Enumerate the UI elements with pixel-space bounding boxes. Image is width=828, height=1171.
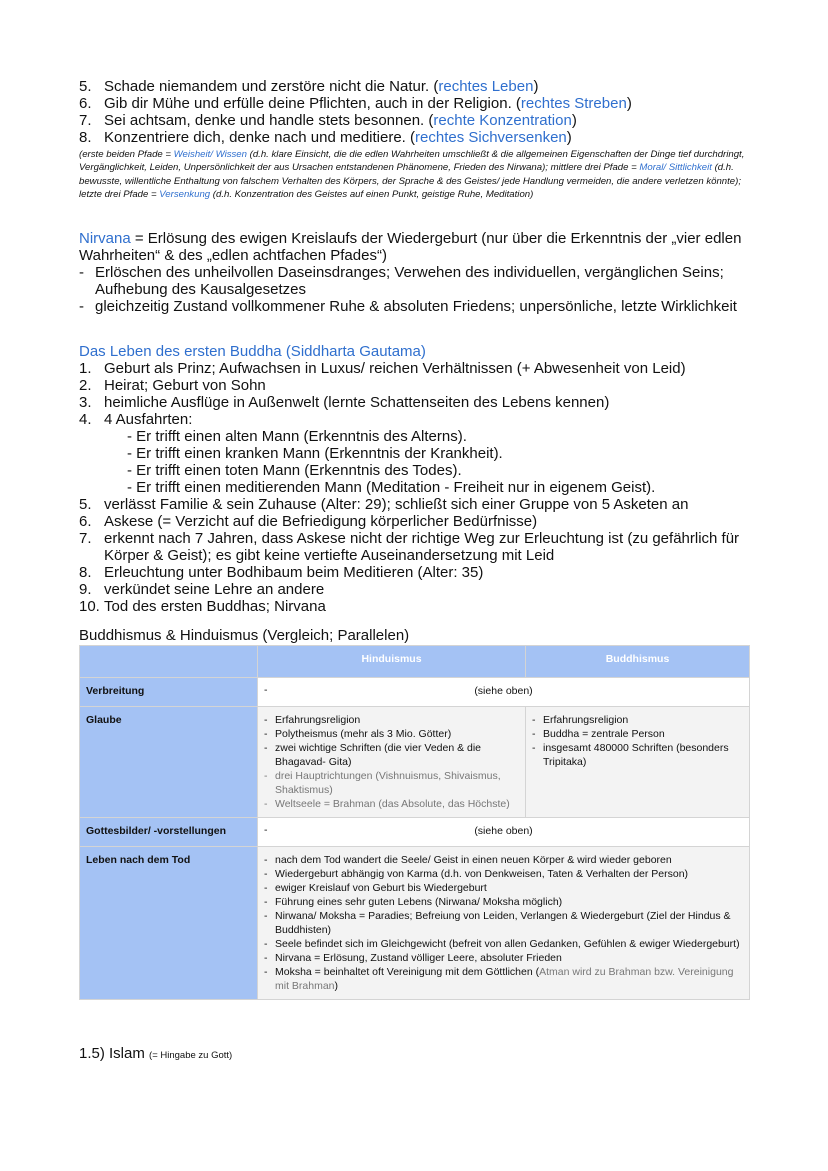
list-item: 1. Geburt als Prinz; Aufwachsen in Luxus/ reichen Verhältnissen (+ Abwesenheit von Leid) xyxy=(79,360,686,377)
list-item: 7. erkennt nach 7 Jahren, dass Askese nicht der richtige Weg zur Erleuchtung ist (zu gefährlich für Körper & Geist); es gibt keine vertiefte Auseinandersetzung mit Leid xyxy=(79,530,740,564)
list-item: 8. Erleuchtung unter Bodhibaum beim Meditieren (Alter: 35) xyxy=(79,564,484,581)
header-empty xyxy=(80,646,258,678)
list-item: 5. Schade niemandem und zerstöre nicht die Natur. (rechtes Leben) xyxy=(79,78,539,95)
table-row xyxy=(80,818,750,847)
list-item: 4. 4 Ausfahrten: xyxy=(79,411,193,428)
path-explanation-note: (erste beiden Pfade = Weisheit/ Wissen (d.h. klare Einsicht, die die edlen Wahrheiten umschließt & die allgemeinen Eigenschaften der Dinge tief durchdringt, Vergänglichkeit, Leiden, Unpersönlichkeit der aus Ursachen entstandenen Phänomene, Frieden des Nirwana); mittlere drei Pfade = Moral/ Sittlichkeit (d.h. bewusste, willentliche Enthaltung von falschem Verhalten des Körpers, der Sprache & des Geistes/ jede Handlung vermeiden, die andere verletzen könnte); letzte drei Pfade = Versenkung (d.h. Konzentration des Geistes auf einen Punkt, geistige Ruhe, Meditation) xyxy=(79,149,745,201)
list-item: - Nirvana = Erlösung, Zustand völliger Leere, absoluter Frieden xyxy=(264,952,562,964)
list-item: 10. Tod des ersten Buddhas; Nirvana xyxy=(79,598,326,615)
table-cell xyxy=(526,707,750,818)
list-item: - Nirwana/ Moksha = Paradies; Befreiung von Leiden, Verlangen & Wiedergeburt (Ziel der Hindus & Buddhisten) xyxy=(264,910,731,936)
list-item: 8. Konzentriere dich, denke nach und meditiere. (rechtes Sichversenken) xyxy=(79,129,572,146)
list-item: - Moksha = beinhaltet oft Vereinigung mit dem Göttlichen (Atman wird zu Brahman bzw. Vereinigung mit Brahman) xyxy=(264,966,734,992)
list-item: - gleichzeitig Zustand vollkommener Ruhe & absoluten Friedens; unpersönliche, letzte Wirklichkeit xyxy=(79,298,737,315)
sub-item: - Er trifft einen alten Mann (Erkenntnis des Alterns). xyxy=(127,428,467,445)
comparison-title: Buddhismus & Hinduismus (Vergleich; Parallelen) xyxy=(79,627,410,644)
buddha-life-section xyxy=(79,343,751,615)
header-buddhismus: Buddhismus xyxy=(526,646,750,678)
list-item: - Erfahrungsreligion xyxy=(532,714,629,726)
section-title: Das Leben des ersten Buddha (Siddharta Gautama) xyxy=(79,343,426,360)
table-cell: - (siehe oben) xyxy=(258,678,750,707)
nirvana-term: Nirvana xyxy=(79,230,131,247)
list-item: 2. Heirat; Geburt von Sohn xyxy=(79,377,266,394)
table-row xyxy=(80,847,750,1000)
islam-heading: 1.5) Islam (= Hingabe zu Gott) xyxy=(79,1045,233,1062)
sub-item: - Er trifft einen toten Mann (Erkenntnis des Todes). xyxy=(127,462,462,479)
list-item: - zwei wichtige Schriften (die vier Veden & die Bhagavad- Gita) xyxy=(264,742,482,768)
list-item: 9. verkündet seine Lehre an andere xyxy=(79,581,325,598)
nirvana-definition: Nirvana = Erlösung des ewigen Kreislaufs der Wiedergeburt (nur über die Erkenntnis der „vier edlen Wahrheiten“ & des „edlen achtfachen Pfades“) - Erlöschen des unheilvollen Daseinsdranges; Verwehen des individuellen, vergänglichen Seins; Aufhebung des Kausalgesetzes - gleichzeitig Zustand vollkommener Ruhe & absoluten Friedens; unpersönliche, letzte Wirklichkeit xyxy=(79,230,751,315)
row-label: Leben nach dem Tod xyxy=(80,847,258,1000)
list-item: - Erfahrungsreligion xyxy=(264,714,361,726)
list-item: - Wiedergeburt abhängig von Karma (d.h. von Denkweisen, Taten & Verhalten der Person) xyxy=(264,868,689,880)
row-label: Verbreitung xyxy=(80,678,258,707)
sub-item: - Er trifft einen kranken Mann (Erkenntnis der Krankheit). xyxy=(127,445,503,462)
table-header-row xyxy=(80,646,750,678)
list-item: - Weltseele = Brahman (das Absolute, das Höchste) xyxy=(264,798,510,810)
table-cell xyxy=(258,707,526,818)
sub-item: - Er trifft einen meditierenden Mann (Meditation - Freiheit nur in eigenem Geist). xyxy=(127,479,656,496)
list-item: - Seele befindet sich im Gleichgewicht (befreit von allen Gedanken, Gefühlen & ewiger Wiedergeburt) xyxy=(264,938,740,950)
list-item: 6. Askese (= Verzicht auf die Befriedigung körperlicher Bedürfnisse) xyxy=(79,513,538,530)
table-cell xyxy=(258,847,750,1000)
table-row xyxy=(80,678,750,707)
table-row xyxy=(80,707,750,818)
list-item: 7. Sei achtsam, denke und handle stets besonnen. (rechte Konzentration) xyxy=(79,112,577,129)
list-item: 6. Gib dir Mühe und erfülle deine Pflichten, auch in der Religion. (rechtes Streben) xyxy=(79,95,632,112)
list-item: - Führung eines sehr guten Lebens (Nirwana/ Moksha möglich) xyxy=(264,896,563,908)
list-item: - Polytheismus (mehr als 3 Mio. Götter) xyxy=(264,728,452,740)
list-item: - Buddha = zentrale Person xyxy=(532,728,665,740)
row-label: Gottesbilder/ -vorstellungen xyxy=(80,818,258,847)
list-item: - insgesamt 480000 Schriften (besonders Tripitaka) xyxy=(532,742,729,768)
list-item: - Erlöschen des unheilvollen Daseinsdranges; Verwehen des individuellen, vergänglichen Seins; Aufhebung des Kausalgesetzes xyxy=(79,264,724,298)
row-label: Glaube xyxy=(80,707,258,818)
header-hinduismus: Hinduismus xyxy=(258,646,526,678)
comparison-table xyxy=(79,645,750,1000)
eightfold-path-list xyxy=(79,78,632,146)
list-item: - ewiger Kreislauf von Geburt bis Wiedergeburt xyxy=(264,882,487,894)
list-item: 5. verlässt Familie & sein Zuhause (Alter: 29); schließt sich einer Gruppe von 5 Asketen an xyxy=(79,496,689,513)
list-item: - nach dem Tod wandert die Seele/ Geist in einen neuen Körper & wird wieder geboren xyxy=(264,854,672,866)
list-item: - drei Hauptrichtungen (Vishnuismus, Shivaismus, Shaktismus) xyxy=(264,770,501,796)
list-item: 3. heimliche Ausflüge in Außenwelt (lernte Schattenseiten des Lebens kennen) xyxy=(79,394,610,411)
table-cell: - (siehe oben) xyxy=(258,818,750,847)
